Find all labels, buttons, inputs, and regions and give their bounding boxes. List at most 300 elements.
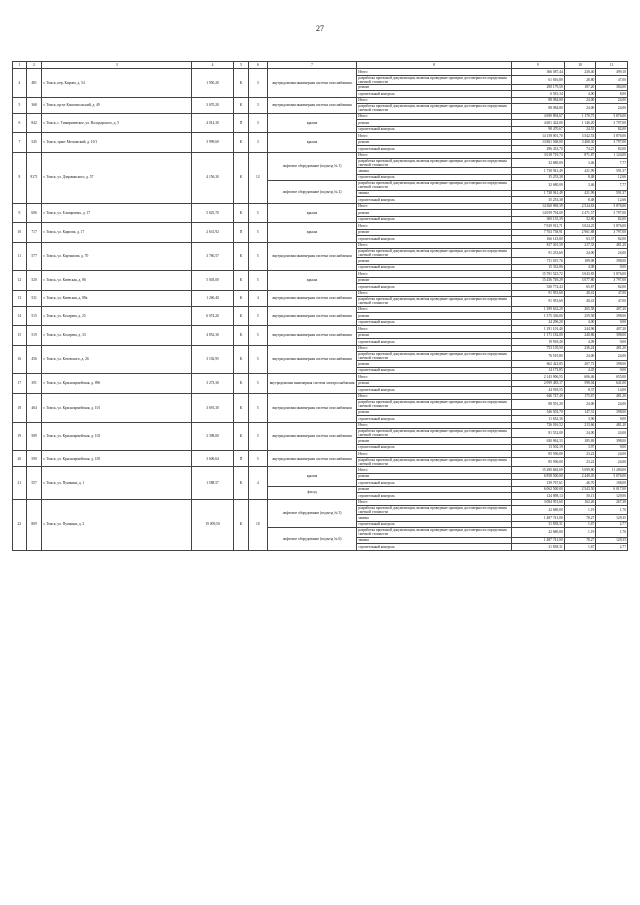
limit-cost-cell: 129,35: [596, 537, 628, 544]
limit-cost-cell: 3 797,00: [596, 139, 628, 146]
work-stage-cell: ремонт: [357, 473, 512, 480]
row-number-cell: 11: [13, 242, 27, 271]
limit-cost-cell: 384,00: [596, 84, 628, 91]
work-stage-cell: Итого: [357, 374, 512, 381]
cost-cell: 32 680,00: [512, 159, 565, 168]
cost-cell: 7 763 738,91: [512, 229, 565, 236]
work-stage-cell: Итого: [357, 223, 512, 230]
unit-cost-cell: 3 542,53: [564, 133, 596, 140]
work-stage-cell: строительный контроль: [357, 126, 512, 133]
unit-cost-cell: 3 043,83: [564, 271, 596, 278]
unit-cost-cell: 3 468,30: [564, 139, 596, 146]
limit-cost-cell: 655,00: [596, 374, 628, 381]
house-id-cell: 842: [26, 113, 42, 133]
work-stage-cell: разработка проектной документации, включая проведение проверки достоверности определения сметной стоимости: [357, 506, 512, 515]
unit-cost-cell: 24,00: [564, 97, 596, 104]
cost-cell: 1 487 741,00: [512, 537, 565, 544]
cost-cell: 3 618 719,74: [512, 152, 565, 159]
limit-cost-cell: 129,35: [596, 515, 628, 522]
floors-cell: 4: [248, 290, 267, 306]
cost-cell: 1 487 741,00: [512, 515, 565, 522]
area-cell: 1 950,20: [192, 69, 234, 98]
work-type-cell: внутридомовая инженерная система газоснабжения: [267, 422, 357, 451]
limit-cost-cell: 9,00: [596, 319, 628, 326]
work-type-cell: крыша: [267, 133, 357, 153]
cost-cell: 22 680,00: [512, 528, 565, 537]
row-number-cell: 17: [13, 374, 27, 394]
limit-cost-cell: 9,00: [596, 416, 628, 423]
limit-cost-cell: 398,00: [596, 258, 628, 265]
unit-cost-cell: 189,08: [564, 258, 596, 265]
cost-cell: 139 767,61: [512, 480, 565, 487]
row-number-cell: 8: [13, 152, 27, 203]
area-cell: 3 273,30: [192, 374, 234, 394]
address-cell: г. Томск, ул. Котовского, д. 26: [42, 345, 192, 374]
work-stage-cell: Итого: [357, 271, 512, 278]
work-stage-cell: Итого: [357, 242, 512, 249]
unit-cost-cell: 230,40: [564, 69, 596, 76]
area-cell: 6 074,20: [192, 306, 234, 326]
cost-cell: 4 601 424,00: [512, 120, 565, 127]
unit-cost-cell: 8,37: [564, 387, 596, 394]
cost-cell: 6 581,34: [512, 91, 565, 98]
address-cell: г. Томск, ул. Дзержинского, д. 57: [42, 152, 192, 203]
address-cell: г. Томск, ул. Пушкина, д. 1: [42, 467, 192, 500]
house-id-cell: 8171: [26, 152, 42, 203]
limit-cost-cell: 591,37: [596, 168, 628, 175]
work-stage-cell: строительный контроль: [357, 216, 512, 223]
area-cell: 1 260,40: [192, 290, 234, 306]
cost-cell: 88 084,80: [512, 104, 565, 113]
address-cell: г. Томск, пер. Кирова, д. 54: [42, 69, 192, 98]
wall-material-cell: К: [234, 133, 249, 153]
limit-cost-cell: 9,00: [596, 367, 628, 374]
work-type-cell: внутридомовая инженерная система газоснабжения: [267, 345, 357, 374]
column-number: 3: [42, 62, 192, 69]
work-stage-cell: Итого: [357, 422, 512, 429]
page-number: 27: [316, 24, 324, 33]
cost-cell: 85 596,00: [512, 457, 565, 466]
work-stage-cell: Итого: [357, 203, 512, 210]
limit-cost-cell: 47,00: [596, 290, 628, 297]
work-type-cell: лифтовое оборудование (подъезд № 2): [267, 181, 357, 203]
limit-cost-cell: 591,37: [596, 190, 628, 197]
limit-cost-cell: 108,00: [596, 480, 628, 487]
work-stage-cell: Итого: [357, 69, 512, 76]
wall-material-cell: К: [234, 152, 249, 203]
unit-cost-cell: 3,46: [564, 159, 596, 168]
limit-cost-cell: 398,00: [596, 409, 628, 416]
column-number: 10: [564, 62, 596, 69]
limit-cost-cell: 82,00: [596, 126, 628, 133]
house-id-cell: 589: [26, 422, 42, 451]
work-stage-cell: строительный контроль: [357, 284, 512, 291]
unit-cost-cell: 46,70: [564, 480, 596, 487]
limit-cost-cell: 12,66: [596, 197, 628, 204]
floors-cell: 3: [248, 69, 267, 98]
floors-cell: 3: [248, 97, 267, 113]
work-stage-cell: ремонт: [357, 210, 512, 217]
work-type-cell: внутридомовая инженерная система газоснабжения: [267, 306, 357, 326]
floors-cell: 3: [248, 113, 267, 133]
unit-cost-cell: 23,22: [564, 457, 596, 466]
column-number: 11: [596, 62, 628, 69]
unit-cost-cell: 217,33: [564, 242, 596, 249]
limit-cost-cell: 481,20: [596, 422, 628, 429]
house-id-cell: 557: [26, 467, 42, 500]
limit-cost-cell: 82,00: [596, 236, 628, 243]
work-stage-cell: Итого: [357, 290, 512, 297]
limit-cost-cell: 499,10: [596, 69, 628, 76]
limit-cost-cell: 8,00: [596, 91, 628, 98]
row-number-cell: 5: [13, 97, 27, 113]
limit-cost-cell: 82,00: [596, 216, 628, 223]
area-cell: 1 588,57: [192, 467, 234, 500]
unit-cost-cell: 187,20: [564, 84, 596, 91]
address-cell: г. Томск, ул. Красноармейская, д. 101: [42, 393, 192, 422]
limit-cost-cell: 6 017,00: [596, 486, 628, 493]
limit-cost-cell: 24,00: [596, 400, 628, 409]
unit-cost-cell: 598,04: [564, 380, 596, 387]
cost-cell: 726 016,52: [512, 422, 565, 429]
limit-cost-cell: 82,00: [596, 284, 628, 291]
row-number-cell: 10: [13, 223, 27, 243]
work-stage-cell: строительный контроль: [357, 416, 512, 423]
floors-cell: 5: [248, 345, 267, 374]
address-cell: г. Томск, ул. Елизаровых, д. 17: [42, 203, 192, 223]
cost-cell: 290 179,50: [512, 84, 565, 91]
limit-cost-cell: 398,00: [596, 361, 628, 368]
work-stage-cell: разработка проектной документации, включая проведение проверки достоверности определения сметной стоимости: [357, 75, 512, 84]
work-stage-cell: строительный контроль: [357, 91, 512, 98]
wall-material-cell: П: [234, 451, 249, 467]
limit-cost-cell: 481,20: [596, 393, 628, 400]
area-cell: 3 691,30: [192, 393, 234, 422]
work-stage-cell: Итого: [357, 326, 512, 333]
cost-cell: 630 962,33: [512, 438, 565, 445]
cost-cell: 2 099 483,17: [512, 380, 565, 387]
house-id-cell: 717: [26, 223, 42, 243]
cost-cell: 61 816,80: [512, 75, 565, 84]
cost-cell: 91 233,60: [512, 249, 565, 258]
limit-cost-cell: 398,00: [596, 332, 628, 339]
floors-cell: 12: [248, 152, 267, 203]
row-number-cell: 19: [13, 422, 27, 451]
column-number: 5: [234, 62, 249, 69]
limit-cost-cell: 481,20: [596, 345, 628, 352]
area-cell: 3 670,20: [192, 97, 234, 113]
work-stage-cell: ремонт: [357, 139, 512, 146]
cost-cell: 35 253,38: [512, 174, 565, 181]
work-type-cell: внутридомовая инженерная система газоснабжения: [267, 69, 357, 98]
work-stage-cell: строительный контроль: [357, 264, 512, 271]
work-stage-cell: замена: [357, 190, 512, 197]
limit-cost-cell: 1,70: [596, 506, 628, 515]
cost-cell: 22 680,00: [512, 506, 565, 515]
area-cell: 4 852,30: [192, 326, 234, 346]
cost-cell: 1 399 632,20: [512, 306, 565, 313]
work-type-cell: внутридомовая инженерная система газоснабжения: [267, 326, 357, 346]
unit-cost-cell: 65,87: [564, 284, 596, 291]
address-cell: г. Томск, ул. Косарева, д. 25: [42, 306, 192, 326]
cost-cell: 330 774,43: [512, 284, 565, 291]
limit-cost-cell: 5 076,00: [596, 473, 628, 480]
work-stage-cell: разработка проектной документации, включая проведение проверки достоверности определения сметной стоимости: [357, 181, 512, 190]
work-stage-cell: ремонт: [357, 486, 512, 493]
cost-cell: 91 953,60: [512, 290, 565, 297]
unit-cost-cell: 4,00: [564, 91, 596, 98]
unit-cost-cell: 8,48: [564, 197, 596, 204]
unit-cost-cell: 147,31: [564, 409, 596, 416]
area-cell: 2 631,92: [192, 223, 234, 243]
limit-cost-cell: 3 876,00: [596, 223, 628, 230]
limit-cost-cell: 24,00: [596, 97, 628, 104]
wall-material-cell: П: [234, 223, 249, 243]
work-stage-cell: Итого: [357, 152, 512, 159]
cost-cell: 15 781 523,72: [512, 271, 565, 278]
limit-cost-cell: 9,00: [596, 339, 628, 346]
unit-cost-cell: 162,26: [564, 499, 596, 506]
unit-cost-cell: 175,67: [564, 393, 596, 400]
address-cell: г. Томск, ул. Косарева, д. 33: [42, 326, 192, 346]
cost-cell: 124 898,13: [512, 493, 565, 500]
work-stage-cell: строительный контроль: [357, 146, 512, 153]
cost-cell: 711 015,76: [512, 258, 565, 265]
work-stage-cell: Итого: [357, 499, 512, 506]
work-stage-cell: ремонт: [357, 84, 512, 91]
floors-cell: 5: [248, 306, 267, 326]
cost-cell: 14 059 794,00: [512, 210, 565, 217]
unit-cost-cell: 52,80: [564, 216, 596, 223]
work-stage-cell: строительный контроль: [357, 367, 512, 374]
address-cell: г. Томск, пр-кт Комсомольский, д. 49: [42, 97, 192, 113]
column-number: 8: [357, 62, 512, 69]
limit-cost-cell: 3 797,00: [596, 229, 628, 236]
area-cell: 3 999,60: [192, 133, 234, 153]
work-stage-cell: ремонт: [357, 438, 512, 445]
work-stage-cell: разработка проектной документации, включая проведение проверки достоверности определения сметной стоимости: [357, 528, 512, 537]
unit-cost-cell: 23,22: [564, 451, 596, 458]
limit-cost-cell: 3 797,00: [596, 120, 628, 127]
cost-cell: 98 470,67: [512, 126, 565, 133]
unit-cost-cell: 4,45: [564, 367, 596, 374]
work-stage-cell: строительный контроль: [357, 339, 512, 346]
area-cell: 3 398,00: [192, 422, 234, 451]
limit-cost-cell: 3 797,00: [596, 210, 628, 217]
wall-material-cell: К: [234, 326, 249, 346]
limit-cost-cell: 3 876,00: [596, 113, 628, 120]
unit-cost-cell: 421,99: [564, 168, 596, 175]
address-cell: г. Томск, ул. Красноармейская, д. 103: [42, 422, 192, 451]
unit-cost-cell: 213,66: [564, 422, 596, 429]
work-stage-cell: ремонт: [357, 361, 512, 368]
limit-cost-cell: 407,20: [596, 306, 628, 313]
floors-cell: 5: [248, 451, 267, 467]
house-id-cell: 464: [26, 393, 42, 422]
area-cell: 5 003,00: [192, 271, 234, 291]
unit-cost-cell: 78,27: [564, 515, 596, 522]
limit-cost-cell: 47,00: [596, 75, 628, 84]
floors-cell: 5: [248, 223, 267, 243]
house-id-cell: 481: [26, 69, 42, 98]
unit-cost-cell: 3,46: [564, 181, 596, 190]
area-cell: 3 760,57: [192, 242, 234, 271]
unit-cost-cell: 240,86: [564, 332, 596, 339]
limit-cost-cell: 47,00: [596, 297, 628, 306]
work-type-cell: лифтовое оборудование (подъезд № 1): [267, 152, 357, 181]
work-stage-cell: ремонт: [357, 277, 512, 284]
unit-cost-cell: 28,80: [564, 75, 596, 84]
work-stage-cell: Итого: [357, 306, 512, 313]
row-number-cell: 15: [13, 326, 27, 346]
column-number: 6: [248, 62, 267, 69]
work-stage-cell: строительный контроль: [357, 197, 512, 204]
house-id-cell: 577: [26, 242, 42, 271]
cost-cell: 7 929 912,71: [512, 223, 565, 230]
floors-cell: 5: [248, 374, 267, 394]
unit-cost-cell: 207,75: [564, 361, 596, 368]
unit-cost-cell: 24,00: [564, 352, 596, 361]
work-type-cell: крыша: [267, 203, 357, 223]
cost-cell: 31 838,31: [512, 521, 565, 528]
unit-cost-cell: 24,00: [564, 249, 596, 258]
unit-cost-cell: 24,00: [564, 400, 596, 409]
unit-cost-cell: 24,55: [564, 126, 596, 133]
wall-material-cell: К: [234, 422, 249, 451]
unit-cost-cell: 421,99: [564, 190, 596, 197]
house-id-cell: 456: [26, 345, 42, 374]
house-id-cell: 545: [26, 133, 42, 153]
work-stage-cell: ремонт: [357, 380, 512, 387]
unit-cost-cell: 3,97: [564, 444, 596, 451]
work-stage-cell: разработка проектной документации, включая проведение проверки достоверности определения сметной стоимости: [357, 352, 512, 361]
floors-cell: 3: [248, 133, 267, 153]
row-number-cell: 12: [13, 271, 27, 291]
cost-cell: 366 587,44: [512, 69, 565, 76]
limit-cost-cell: 2,77: [596, 544, 628, 551]
address-cell: г. Томск, с. Тимирязевское, ул. Володарского, д. 5: [42, 113, 192, 133]
work-stage-cell: Итого: [357, 451, 512, 458]
cost-cell: 76 519,80: [512, 352, 565, 361]
address-cell: г. Томск, ул. Киевская, д. 88а: [42, 290, 192, 306]
cost-cell: 6 858 500,00: [512, 473, 565, 480]
cost-cell: 24 296,20: [512, 319, 565, 326]
unit-cost-cell: 40,41: [564, 297, 596, 306]
work-stage-cell: замена: [357, 515, 512, 522]
cost-cell: 14 173,85: [512, 367, 565, 374]
address-cell: г. Томск, ул. Красноармейская, д. 105: [42, 451, 192, 467]
limit-cost-cell: 9,00: [596, 264, 628, 271]
unit-cost-cell: 1,67: [564, 521, 596, 528]
cost-cell: 6 062 500,00: [512, 486, 565, 493]
unit-cost-cell: 4,09: [564, 339, 596, 346]
house-id-cell: 606: [26, 203, 42, 223]
unit-cost-cell: 4,08: [564, 264, 596, 271]
unit-cost-cell: 236,24: [564, 345, 596, 352]
unit-cost-cell: 8,48: [564, 174, 596, 181]
house-id-cell: 391: [26, 374, 42, 394]
cost-cell: 81 552,00: [512, 429, 565, 438]
row-number-cell: 21: [13, 467, 27, 500]
wall-material-cell: К: [234, 345, 249, 374]
work-type-cell: фасад: [267, 486, 357, 499]
cost-cell: 2 143 906,55: [512, 374, 565, 381]
work-stage-cell: строительный контроль: [357, 521, 512, 528]
cost-cell: 44 918,55: [512, 387, 565, 394]
unit-cost-cell: 50,15: [564, 493, 596, 500]
limit-cost-cell: 3 876,00: [596, 271, 628, 278]
cost-cell: 35 253,38: [512, 197, 565, 204]
cost-cell: 15 456 749,29: [512, 277, 565, 284]
work-stage-cell: Итого: [357, 393, 512, 400]
work-type-cell: крыша: [267, 223, 357, 243]
unit-cost-cell: 265,58: [564, 306, 596, 313]
floors-cell: 5: [248, 242, 267, 271]
work-type-cell: внутридомовая инженерная система газоснабжения: [267, 97, 357, 113]
work-stage-cell: ремонт: [357, 332, 512, 339]
limit-cost-cell: 11 280,00: [596, 467, 628, 474]
unit-cost-cell: 78,27: [564, 537, 596, 544]
repair-plan-table: [12, 61, 628, 551]
house-id-cell: 515: [26, 306, 42, 326]
cost-cell: 1 738 941,49: [512, 168, 565, 175]
unit-cost-cell: 2 543,50: [564, 486, 596, 493]
cost-cell: 296 433,70: [512, 146, 565, 153]
unit-cost-cell: 40,41: [564, 290, 596, 297]
row-number-cell: 6: [13, 113, 27, 133]
wall-material-cell: К: [234, 374, 249, 394]
row-number-cell: 20: [13, 451, 27, 467]
column-number: 2: [26, 62, 42, 69]
cost-cell: 14 158 001,70: [512, 133, 565, 140]
limit-cost-cell: 398,00: [596, 438, 628, 445]
area-cell: 4 014,30: [192, 113, 234, 133]
limit-cost-cell: 24,00: [596, 429, 628, 438]
work-stage-cell: разработка проектной документации, включая проведение проверки достоверности определения сметной стоимости: [357, 457, 512, 466]
cost-cell: 1 738 941,49: [512, 190, 565, 197]
house-id-cell: 368: [26, 97, 42, 113]
unit-cost-cell: 24,00: [564, 429, 596, 438]
limit-cost-cell: 24,00: [596, 249, 628, 258]
cost-cell: 15 280 682,69: [512, 467, 565, 474]
limit-cost-cell: 24,00: [596, 352, 628, 361]
area-cell: 19 009,50: [192, 499, 234, 550]
floors-cell: 5: [248, 326, 267, 346]
work-stage-cell: замена: [357, 537, 512, 544]
limit-cost-cell: 2,77: [596, 521, 628, 528]
floors-cell: 10: [248, 499, 267, 550]
column-number: 7: [267, 62, 357, 69]
unit-cost-cell: 871,87: [564, 152, 596, 159]
house-id-cell: 519: [26, 326, 42, 346]
work-type-cell: крыша: [267, 467, 357, 487]
work-stage-cell: разработка проектной документации, включая проведение проверки достоверности определения сметной стоимости: [357, 104, 512, 113]
cost-cell: 3 084 951,60: [512, 499, 565, 506]
area-cell: 4 156,30: [192, 152, 234, 203]
wall-material-cell: К: [234, 97, 249, 113]
limit-cost-cell: 3 797,00: [596, 277, 628, 284]
work-stage-cell: Итого: [357, 97, 512, 104]
limit-cost-cell: 3 876,00: [596, 133, 628, 140]
work-stage-cell: ремонт: [357, 120, 512, 127]
work-stage-cell: ремонт: [357, 409, 512, 416]
work-stage-cell: разработка проектной документации, включая проведение проверки достоверности определения сметной стоимости: [357, 400, 512, 409]
work-stage-cell: Итого: [357, 113, 512, 120]
cost-cell: 32 680,00: [512, 181, 565, 190]
house-id-cell: 590: [26, 451, 42, 467]
unit-cost-cell: 259,58: [564, 313, 596, 320]
cost-cell: 300 155,39: [512, 216, 565, 223]
